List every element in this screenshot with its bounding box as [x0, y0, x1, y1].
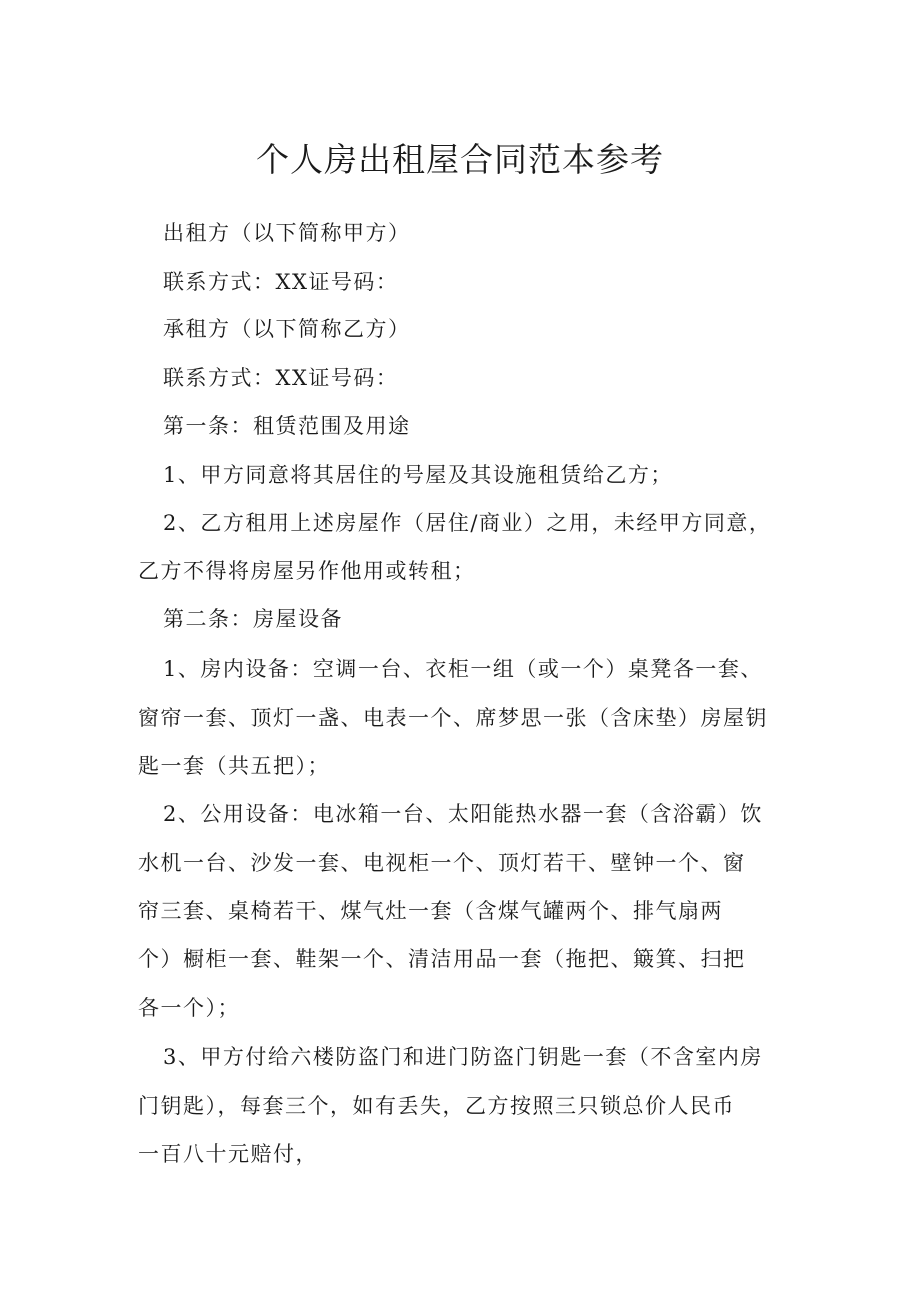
- article-1-clause-2-cont: 乙方不得将房屋另作他用或转租；: [138, 559, 476, 583]
- lessor-contact-line: 联系方式：XX证号码：: [163, 270, 399, 294]
- article-2-clause-1: 1、房内设备：空调一台、衣柜一组（或一个）桌凳各一套、: [163, 657, 763, 681]
- article-2-clause-3-cont: 门钥匙），每套三个，如有丢失，乙方按照三只锁总价人民币: [138, 1094, 735, 1118]
- article-2-clause-3: 3、甲方付给六楼防盗门和进门防盗门钥匙一套（不含室内房: [163, 1045, 763, 1069]
- lessor-line: 出租方（以下简称甲方）: [163, 221, 411, 245]
- article-2-heading: 第二条：房屋设备: [163, 607, 343, 631]
- article-2-clause-2-cont: 各一个）；: [138, 996, 240, 1020]
- article-2-clause-2-cont: 个）橱柜一套、鞋架一个、清洁用品一套（拖把、簸箕、扫把: [138, 947, 746, 971]
- document-title: 个人房出租屋合同范本参考: [256, 140, 664, 179]
- article-2-clause-2-cont: 水机一台、沙发一套、电视柜一个、顶灯若干、壁钟一个、窗: [138, 851, 746, 875]
- article-1-clause-1: 1、甲方同意将其居住的号屋及其设施租赁给乙方；: [163, 463, 673, 487]
- article-1-heading: 第一条：租赁范围及用途: [163, 414, 411, 438]
- article-2-clause-1-cont: 窗帘一套、顶灯一盏、电表一个、席梦思一张（含床垫）房屋钥: [138, 706, 768, 730]
- article-2-clause-3-cont: 一百八十元赔付，: [138, 1142, 318, 1166]
- lessee-contact-line: 联系方式：XX证号码：: [163, 366, 399, 390]
- lessee-line: 承租方（以下简称乙方）: [163, 317, 411, 341]
- article-1-clause-2: 2、乙方租用上述房屋作（居住/商业）之用，未经甲方同意，: [163, 511, 772, 535]
- article-2-clause-1-cont: 匙一套（共五把）；: [138, 754, 330, 778]
- article-2-clause-2-cont: 帘三套、桌椅若干、煤气灶一套（含煤气罐两个、排气扇两: [138, 899, 723, 923]
- article-2-clause-2: 2、公用设备：电冰箱一台、太阳能热水器一套（含浴霸）饮: [163, 802, 763, 826]
